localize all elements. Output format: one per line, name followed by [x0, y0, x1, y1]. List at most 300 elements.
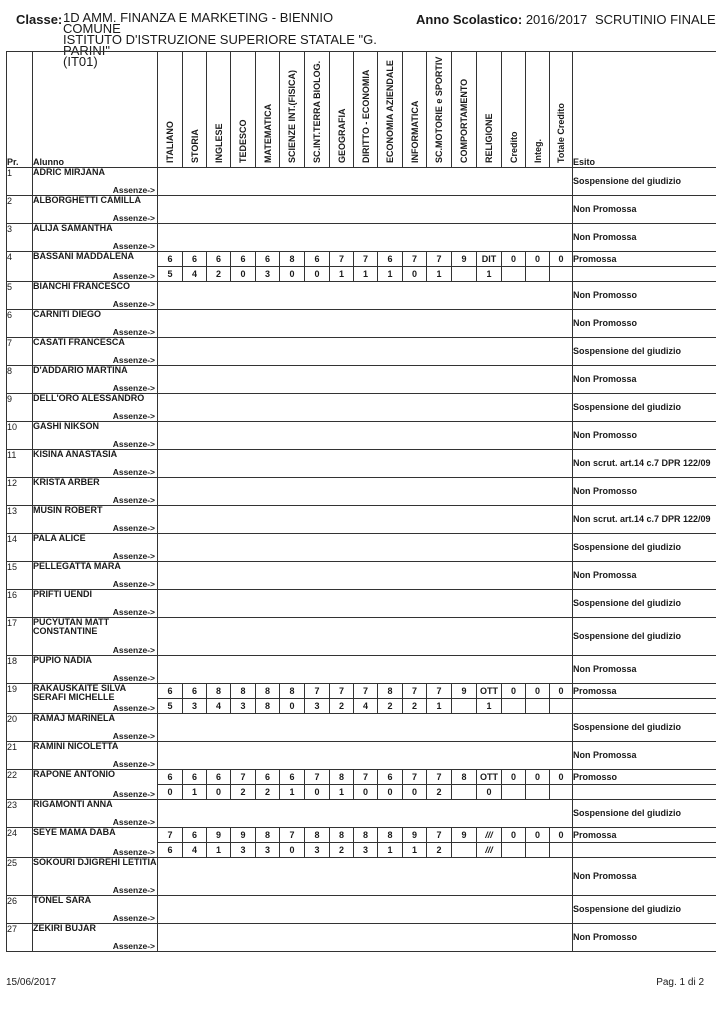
assenze-cell: 0 [354, 785, 378, 800]
grade-cell: 7 [305, 770, 330, 785]
assenze-label: Assenze-> [112, 495, 155, 505]
student-row [7, 770, 717, 785]
assenze-cell: 1 [427, 267, 452, 282]
assenze-cell: 0 [280, 699, 305, 714]
assenze-cell: 0 [280, 843, 305, 858]
grade-cell: 7 [231, 770, 256, 785]
grade-cell: 8 [256, 828, 280, 843]
grade-cell: 9 [452, 684, 477, 699]
grade-cell: 0 [502, 252, 526, 267]
student-name-cell [33, 714, 158, 742]
student-number: 17 [7, 618, 33, 656]
assenze-cell: 1 [183, 785, 207, 800]
grade-cell: 8 [280, 252, 305, 267]
assenze-label: Assenze-> [112, 467, 155, 477]
student-row [7, 422, 717, 450]
grade-cell: 9 [231, 828, 256, 843]
assenze-cell: 1 [378, 267, 403, 282]
esito-empty [573, 843, 717, 858]
student-name-cell [33, 478, 158, 506]
subject-label: COMPORTAMENTO [459, 78, 469, 163]
esito-cell: Promossa [573, 252, 717, 267]
col-header-subject [305, 52, 330, 168]
student-name: GASHI NIKSON [33, 421, 100, 431]
grades-empty [158, 310, 573, 338]
student-row [7, 656, 717, 684]
assenze-cell [526, 699, 550, 714]
esito-cell: Sospensione del giudizio [573, 590, 717, 618]
esito-cell: Sospensione del giudizio [573, 714, 717, 742]
student-name-cell [33, 618, 158, 656]
assenze-cell: 2 [403, 699, 427, 714]
student-row [7, 224, 717, 252]
student-name-cell [33, 450, 158, 478]
student-number: 15 [7, 562, 33, 590]
student-number: 4 [7, 252, 33, 282]
grade-cell: 8 [256, 684, 280, 699]
esito-cell: Non Promossa [573, 224, 717, 252]
student-name-cell [33, 282, 158, 310]
grade-cell: 9 [207, 828, 231, 843]
grades-empty [158, 618, 573, 656]
student-name: CASATI FRANCESCA [33, 337, 125, 347]
assenze-label: Assenze-> [112, 523, 155, 533]
student-number: 26 [7, 896, 33, 924]
assenze-cell: 0 [231, 267, 256, 282]
grade-cell: 8 [354, 828, 378, 843]
student-name-cell [33, 590, 158, 618]
subject-label: MATEMATICA [262, 103, 273, 163]
student-name-cell [33, 310, 158, 338]
student-name-cell [33, 422, 158, 450]
assenze-cell: 4 [183, 843, 207, 858]
grade-cell: 0 [526, 684, 550, 699]
grade-cell: 8 [231, 684, 256, 699]
student-row [7, 252, 717, 267]
student-number: 20 [7, 714, 33, 742]
assenze-cell: 1 [330, 267, 354, 282]
assenze-cell: 1 [354, 267, 378, 282]
esito-cell: Sospensione del giudizio [573, 338, 717, 366]
grades-empty [158, 168, 573, 196]
col-header-subject [427, 52, 452, 168]
subject-label: INGLESE [213, 123, 224, 163]
esito-cell: Non scrut. art.14 c.7 DPR 122/09 [573, 506, 717, 534]
student-name: PRIFTI UENDI [33, 589, 93, 599]
grade-cell: 6 [378, 770, 403, 785]
assenze-cell: 1 [207, 843, 231, 858]
assenze-cell: 4 [207, 699, 231, 714]
assenze-cell [526, 785, 550, 800]
classe-label: Classe: [16, 12, 63, 27]
student-number: 12 [7, 478, 33, 506]
subject-label: SC.INT.TERRA BIOLOG. [312, 60, 322, 163]
esito-cell: Non Promossa [573, 742, 717, 770]
assenze-cell: 0 [378, 785, 403, 800]
subject-label: DIRITTO - ECONOMIA [360, 69, 371, 163]
student-number: 2 [7, 196, 33, 224]
grades-empty [158, 656, 573, 684]
esito-cell: Non Promosso [573, 282, 717, 310]
subject-label: Integ. [532, 139, 543, 163]
assenze-cell: /// [477, 843, 502, 858]
grade-cell: 6 [305, 252, 330, 267]
student-name: D'ADDARIO MARTINA [33, 365, 128, 375]
grade-cell: OTT [477, 684, 502, 699]
student-name-cell [33, 828, 158, 858]
assenze-cell: 2 [378, 699, 403, 714]
grades-empty [158, 590, 573, 618]
grade-cell: 8 [207, 684, 231, 699]
student-name-cell [33, 196, 158, 224]
assenze-cell: 4 [354, 699, 378, 714]
assenze-cell: 4 [183, 267, 207, 282]
grade-cell: 8 [305, 828, 330, 843]
grades-empty [158, 422, 573, 450]
student-name-cell [33, 506, 158, 534]
esito-cell: Non Promosso [573, 310, 717, 338]
grades-empty [158, 224, 573, 252]
student-name: ZEKIRI BUJAR [33, 923, 97, 933]
grades-empty [158, 282, 573, 310]
assenze-cell: 2 [207, 267, 231, 282]
assenze-cell: 3 [305, 843, 330, 858]
student-name-cell [33, 924, 158, 952]
student-number: 6 [7, 310, 33, 338]
grades-empty [158, 534, 573, 562]
student-row [7, 310, 717, 338]
student-row [7, 478, 717, 506]
assenze-cell: 1 [427, 699, 452, 714]
assenze-cell [502, 785, 526, 800]
grades-empty [158, 924, 573, 952]
assenze-cell [452, 843, 477, 858]
grade-cell: 6 [207, 252, 231, 267]
grade-cell: 9 [452, 828, 477, 843]
subject-label: SC.MOTORIE e SPORTIV [434, 56, 444, 163]
col-header-subject [330, 52, 354, 168]
assenze-cell: 0 [207, 785, 231, 800]
grade-cell: 6 [378, 252, 403, 267]
col-header-subject [403, 52, 427, 168]
assenze-label: Assenze-> [112, 299, 155, 309]
scrutinio-title: SCRUTINIO FINALE [595, 12, 716, 27]
col-header-subject [526, 52, 550, 168]
student-name: ALBORGHETTI CAMILLA [33, 195, 141, 205]
student-row [7, 394, 717, 422]
subject-label: GEOGRAFIA [336, 108, 347, 163]
assenze-label: Assenze-> [112, 913, 155, 923]
grade-cell: 7 [403, 770, 427, 785]
student-row [7, 282, 717, 310]
assenze-cell [452, 785, 477, 800]
esito-cell: Non Promosso [573, 422, 717, 450]
student-name-cell [33, 224, 158, 252]
grade-cell: 0 [526, 252, 550, 267]
classe-line-2: ISTITUTO D'ISTRUZIONE SUPERIORE STATALE "G. PARINI" [63, 32, 377, 58]
student-number: 21 [7, 742, 33, 770]
grade-cell: 6 [158, 252, 183, 267]
assenze-cell [452, 699, 477, 714]
assenze-cell [502, 699, 526, 714]
col-header-subject [280, 52, 305, 168]
col-header-esito: Esito [573, 52, 717, 168]
assenze-label: Assenze-> [112, 213, 155, 223]
assenze-cell [452, 267, 477, 282]
grade-cell: 6 [183, 828, 207, 843]
grade-cell: 0 [550, 684, 573, 699]
student-row [7, 168, 717, 196]
student-row [7, 590, 717, 618]
assenze-label: Assenze-> [112, 941, 155, 951]
student-row [7, 742, 717, 770]
student-number: 25 [7, 858, 33, 896]
col-header-subject [183, 52, 207, 168]
student-row [7, 714, 717, 742]
student-name-cell [33, 252, 158, 282]
assenze-cell: 2 [427, 843, 452, 858]
col-header-subject [502, 52, 526, 168]
assenze-cell [550, 267, 573, 282]
grades-empty [158, 858, 573, 896]
esito-cell: Sospensione del giudizio [573, 534, 717, 562]
assenze-label: Assenze-> [112, 607, 155, 617]
col-header-subject [452, 52, 477, 168]
assenze-cell: 1 [477, 699, 502, 714]
assenze-cell: 3 [183, 699, 207, 714]
esito-cell: Non Promosso [573, 478, 717, 506]
table-header-row [7, 52, 717, 168]
student-number: 18 [7, 656, 33, 684]
assenze-cell: 2 [427, 785, 452, 800]
col-header-pr: Pr. [7, 52, 33, 168]
assenze-cell [526, 843, 550, 858]
grade-cell: 7 [427, 828, 452, 843]
student-name: BIANCHI FRANCESCO [33, 281, 131, 291]
assenze-label: Assenze-> [112, 327, 155, 337]
grade-cell: 6 [207, 770, 231, 785]
document-header [0, 10, 722, 69]
student-number: 24 [7, 828, 33, 858]
grade-cell: 0 [526, 828, 550, 843]
assenze-label: Assenze-> [112, 383, 155, 393]
student-number: 3 [7, 224, 33, 252]
grades-empty [158, 800, 573, 828]
assenze-label: Assenze-> [112, 645, 155, 655]
assenze-label: Assenze-> [112, 579, 155, 589]
student-name-cell [33, 800, 158, 828]
student-name: PUCYUTAN MATT CONSTANTINE [33, 617, 110, 636]
grade-cell: 8 [330, 770, 354, 785]
col-header-subject [207, 52, 231, 168]
assenze-cell [526, 267, 550, 282]
esito-cell: Non Promossa [573, 196, 717, 224]
grade-cell: 7 [403, 684, 427, 699]
grades-empty [158, 714, 573, 742]
student-name: ADRIC MIRJANA [33, 167, 105, 177]
assenze-cell: 2 [231, 785, 256, 800]
assenze-cell: 3 [305, 699, 330, 714]
student-row [7, 338, 717, 366]
student-number: 19 [7, 684, 33, 714]
grade-cell: 6 [183, 770, 207, 785]
assenze-cell [502, 843, 526, 858]
grades-empty [158, 338, 573, 366]
assenze-label: Assenze-> [112, 673, 155, 683]
esito-cell: Promossa [573, 828, 717, 843]
assenze-label: Assenze-> [112, 885, 155, 895]
esito-cell: Promosso [573, 770, 717, 785]
student-number: 22 [7, 770, 33, 800]
subject-label: SCIENZE INT.(FISICA) [287, 69, 297, 163]
subject-label: Totale Credito [556, 103, 566, 163]
grade-cell: 6 [183, 252, 207, 267]
esito-cell: Non Promosso [573, 924, 717, 952]
assenze-cell: 3 [256, 267, 280, 282]
assenze-cell: 3 [231, 843, 256, 858]
assenze-cell: 2 [330, 843, 354, 858]
student-row [7, 450, 717, 478]
student-name: PALA ALICE [33, 533, 86, 543]
student-name-cell [33, 770, 158, 800]
esito-cell: Non scrut. art.14 c.7 DPR 122/09 [573, 450, 717, 478]
student-name-cell [33, 684, 158, 714]
student-name: SOKOURI DJIGREHI LETITIA [33, 857, 157, 867]
assenze-cell: 3 [231, 699, 256, 714]
col-header-subject [231, 52, 256, 168]
grades-empty [158, 478, 573, 506]
student-row [7, 828, 717, 843]
subject-label: STORIA [189, 129, 200, 163]
grade-cell: 7 [403, 252, 427, 267]
assenze-label: Assenze-> [112, 271, 155, 281]
grade-cell: 7 [427, 770, 452, 785]
assenze-label: Assenze-> [112, 241, 155, 251]
student-number: 9 [7, 394, 33, 422]
esito-empty [573, 267, 717, 282]
esito-cell: Sospensione del giudizio [573, 168, 717, 196]
student-row [7, 534, 717, 562]
student-number: 5 [7, 282, 33, 310]
assenze-cell: 3 [256, 843, 280, 858]
student-number: 8 [7, 366, 33, 394]
grade-cell: 7 [427, 684, 452, 699]
grade-cell: 7 [158, 828, 183, 843]
assenze-label: Assenze-> [112, 731, 155, 741]
esito-cell: Sospensione del giudizio [573, 896, 717, 924]
student-number: 7 [7, 338, 33, 366]
student-name-cell [33, 534, 158, 562]
grades-empty [158, 196, 573, 224]
grade-cell: 6 [158, 770, 183, 785]
grade-cell: 8 [280, 684, 305, 699]
footer-date: 15/06/2017 [6, 977, 57, 988]
anno-value: 2016/2017 [525, 12, 588, 27]
assenze-cell: 8 [256, 699, 280, 714]
student-row [7, 366, 717, 394]
student-name-cell [33, 366, 158, 394]
student-number: 14 [7, 534, 33, 562]
grade-cell: 6 [280, 770, 305, 785]
grade-cell: 8 [378, 684, 403, 699]
student-row [7, 562, 717, 590]
grade-cell: 7 [280, 828, 305, 843]
student-number: 11 [7, 450, 33, 478]
grades-empty [158, 506, 573, 534]
student-name: RAMINI NICOLETTA [33, 741, 119, 751]
grade-cell: 6 [231, 252, 256, 267]
grade-cell: 0 [550, 770, 573, 785]
esito-cell: Sospensione del giudizio [573, 394, 717, 422]
grades-empty [158, 562, 573, 590]
assenze-cell [550, 843, 573, 858]
assenze-cell: 0 [403, 785, 427, 800]
student-name: PUPIO NADIA [33, 655, 93, 665]
esito-empty [573, 785, 717, 800]
grade-cell: 6 [158, 684, 183, 699]
student-name: PELLEGATTA MARA [33, 561, 121, 571]
grade-cell: 0 [502, 828, 526, 843]
student-name: SEYE MAMA DABA [33, 827, 116, 837]
student-row [7, 800, 717, 828]
student-name: KISINA ANASTASIA [33, 449, 118, 459]
student-number: 10 [7, 422, 33, 450]
grades-empty [158, 742, 573, 770]
subject-label: ECONOMIA AZIENDALE [385, 60, 395, 163]
esito-empty [573, 699, 717, 714]
student-name-cell [33, 742, 158, 770]
assenze-cell [502, 267, 526, 282]
student-number: 1 [7, 168, 33, 196]
grade-cell: 7 [354, 684, 378, 699]
grade-cell: 7 [354, 770, 378, 785]
anno-label: Anno Scolastico: [416, 12, 523, 27]
student-row [7, 506, 717, 534]
col-header-subject [158, 52, 183, 168]
assenze-label: Assenze-> [112, 551, 155, 561]
assenze-label: Assenze-> [112, 703, 155, 713]
grade-cell: 9 [403, 828, 427, 843]
student-name: RAMAJ MARINELA [33, 713, 115, 723]
grade-cell: 6 [183, 684, 207, 699]
grades-empty [158, 366, 573, 394]
grades-empty [158, 450, 573, 478]
assenze-cell: 3 [354, 843, 378, 858]
student-name: RAKAUSKAITE SILVA SERAFI MICHELLE [33, 683, 126, 702]
student-number: 27 [7, 924, 33, 952]
assenze-label: Assenze-> [112, 789, 155, 799]
esito-cell: Non Promossa [573, 858, 717, 896]
assenze-cell: 0 [403, 267, 427, 282]
student-name: RIGAMONTI ANNA [33, 799, 113, 809]
assenze-label: Assenze-> [112, 759, 155, 769]
subject-label: Credito [508, 131, 519, 163]
esito-cell: Non Promossa [573, 562, 717, 590]
anno-scolastico [416, 12, 587, 27]
grade-cell: 9 [452, 252, 477, 267]
grade-cell: 0 [550, 252, 573, 267]
student-name: DELL'ORO ALESSANDRO [33, 393, 145, 403]
assenze-cell: 2 [330, 699, 354, 714]
student-number: 23 [7, 800, 33, 828]
assenze-label: Assenze-> [112, 355, 155, 365]
grade-cell: 0 [502, 684, 526, 699]
student-name-cell [33, 896, 158, 924]
grade-cell: 0 [550, 828, 573, 843]
grade-cell: 7 [330, 252, 354, 267]
grade-cell: 0 [502, 770, 526, 785]
col-header-subject [378, 52, 403, 168]
